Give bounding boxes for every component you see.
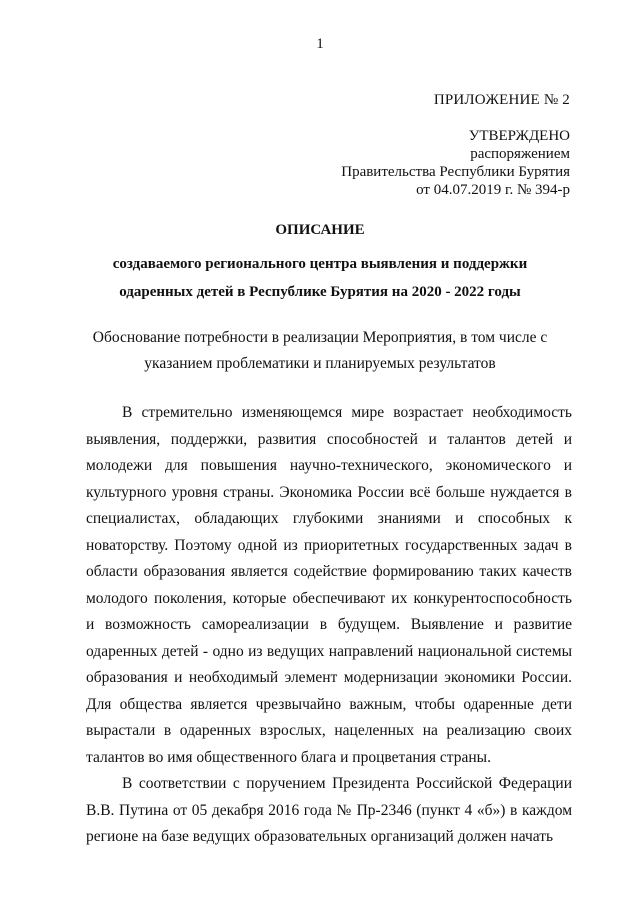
appendix-label: ПРИЛОЖЕНИЕ № 2	[433, 92, 570, 108]
approval-line: Правительства Республики Бурятия	[341, 164, 570, 180]
paragraph: В стремительно изменяющемся мире возрастает необходимость выявления, поддержки, развития способностей и талантов детей и молодежи для повышения научно-технического, экономического и культурного уровня страны. Экономика России всё больше нуждается в специалистах, обладающих глубокими знаниями и способных к новаторству. Поэтому одной из приоритетных государственных задач в области образования является содействие формированию таких качеств молодого поколения, которые обеспечивают их конкурентоспособность и возможность самореализации в будущем. Выявление и развитие одаренных детей - одно из ведущих направлений национальной системы образования и необходимый элемент модернизации экономики России. Для общества является чрезвычайно важным, чтобы одаренные дети вырастали в одаренных взрослых, нацеленных на реализацию своих талантов во имя общественного блага и процветания страны.	[86, 404, 572, 766]
document-title: ОПИСАНИЕ	[275, 222, 365, 238]
approval-date-number: от 04.07.2019 г. № 394-р	[416, 182, 570, 198]
section-heading: Обоснование потребности в реализации Мероприятия, в том числе с указанием проблематики и планируемых результатов	[92, 329, 548, 372]
document-subtitle: создаваемого регионального центра выявления и поддержки одаренных детей в Республике Бурятия на 2020 - 2022 годы	[112, 256, 528, 300]
approval-title: УТВЕРЖДЕНО	[468, 128, 570, 144]
body-text	[86, 400, 572, 851]
paragraph: В соответствии с поручением Президента Российской Федерации В.В. Путина от 05 декабря 2016 года № Пр-2346 (пункт 4 «б») в каждом регионе на базе ведущих образовательных организаций должен начать	[86, 775, 572, 845]
approval-block	[341, 127, 570, 199]
page-number: 1	[316, 36, 324, 52]
approval-line: распоряжением	[470, 146, 570, 162]
